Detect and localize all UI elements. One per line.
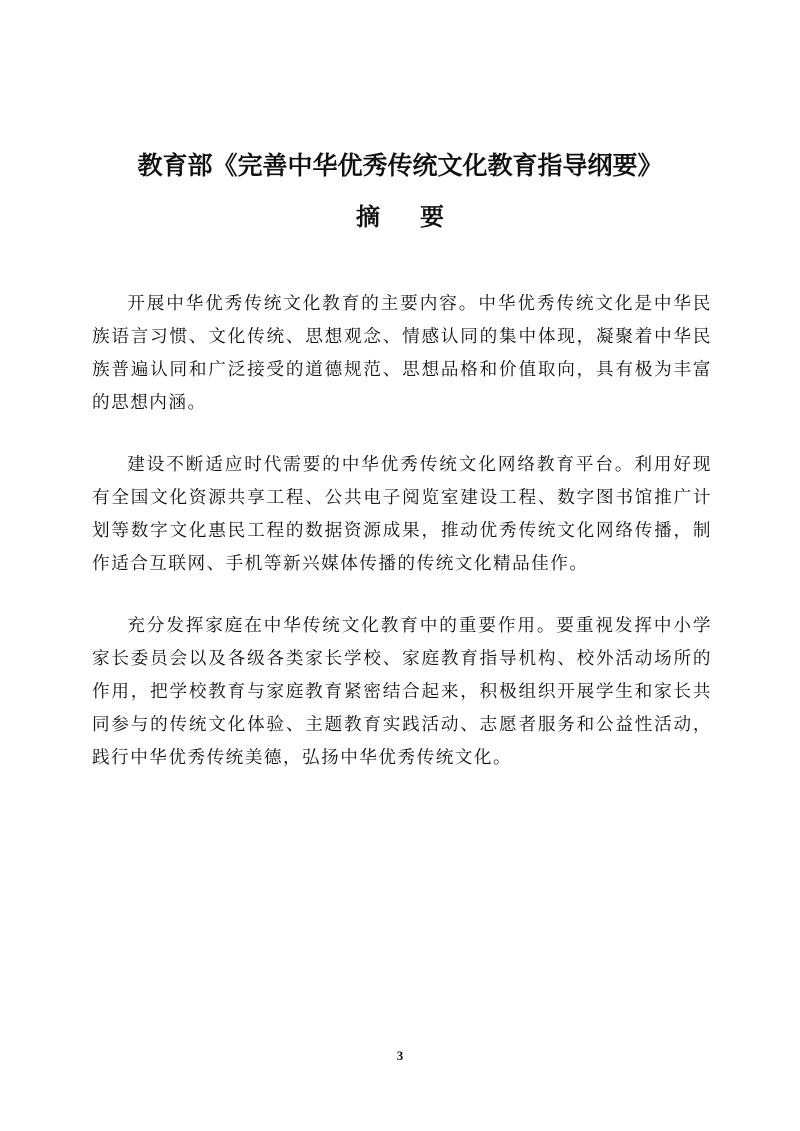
paragraph: 建设不断适应时代需要的中华优秀传统文化网络教育平台。利用好现有全国文化资源共享工程、公共电子阅览室建设工程、数字图书馆推广计划等数字文化惠民工程的数据资源成果，推动优秀传统文化网络传播，制作适合互联网、手机等新兴媒体传播的传统文化精品佳作。	[92, 455, 712, 574]
page-number: 3	[396, 1048, 404, 1063]
document-title: 教育部《完善中华优秀传统文化教育指导纲要》	[137, 151, 663, 180]
document-body	[92, 288, 712, 804]
paragraph: 充分发挥家庭在中华传统文化教育中的重要作用。要重视发挥中小学家长委员会以及各级各类家长学校、家庭教育指导机构、校外活动场所的作用，把学校教育与家庭教育紧密结合起来，积极组织开展学生和家长共同参与的传统文化体验、主题教育实践活动、志愿者服务和公益性活动，践行中华优秀传统美德，弘扬中华优秀传统文化。	[92, 616, 712, 768]
subtitle-char-2: 要	[420, 202, 444, 231]
subtitle-char-1: 摘	[356, 202, 380, 231]
paragraph: 开展中华优秀传统文化教育的主要内容。中华优秀传统文化是中华民族语言习惯、文化传统、思想观念、情感认同的集中体现，凝聚着中华民族普遍认同和广泛接受的道德规范、思想品格和价值取向，具有极为丰富的思想内涵。	[92, 294, 712, 413]
document-subtitle	[0, 197, 800, 237]
